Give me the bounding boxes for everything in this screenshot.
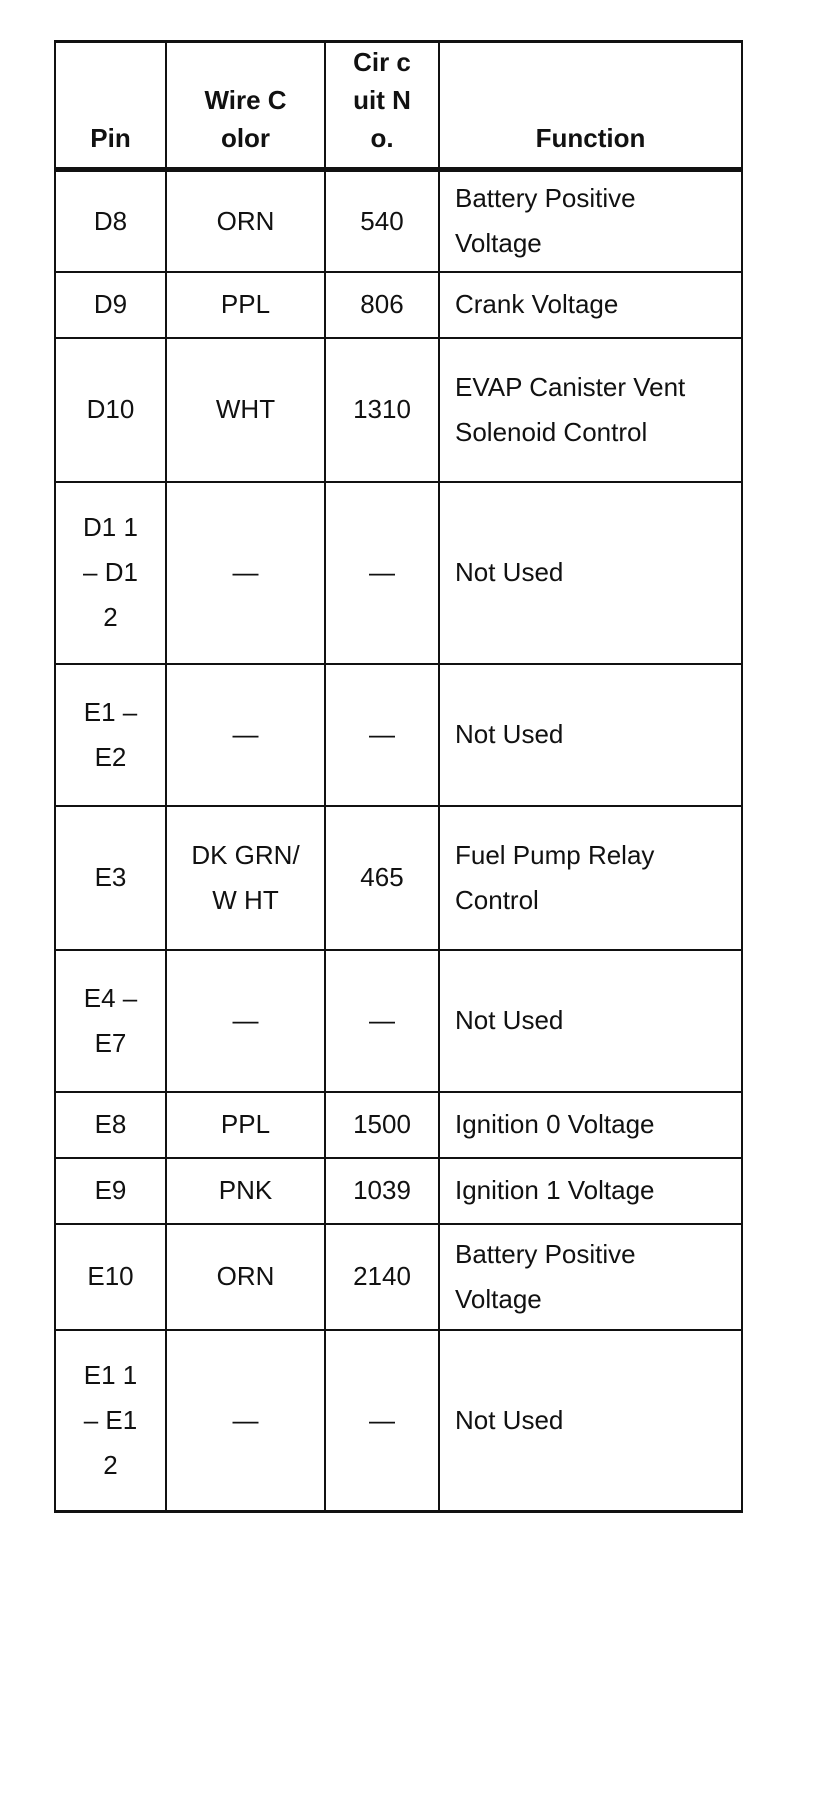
wire-color-cell: WHT (166, 338, 325, 482)
circuit-cell: — (325, 950, 439, 1092)
header-pin: Pin (55, 42, 166, 170)
table-row (55, 170, 742, 272)
function-cell: Not Used (439, 1330, 742, 1512)
table-row (55, 806, 742, 950)
header-circuit-no: Cir cuit No. (325, 42, 439, 170)
table-row (55, 272, 742, 338)
circuit-cell: — (325, 482, 439, 664)
circuit-cell: 806 (325, 272, 439, 338)
pin-cell: E3 (55, 806, 166, 950)
header-row (55, 42, 742, 170)
circuit-cell: 2140 (325, 1224, 439, 1330)
table-header (55, 42, 742, 170)
wire-color-cell: — (166, 1330, 325, 1512)
circuit-cell: — (325, 664, 439, 806)
pin-cell: D10 (55, 338, 166, 482)
table-row (55, 482, 742, 664)
table-body (55, 170, 742, 1512)
function-cell: Battery Positive Voltage (439, 1224, 742, 1330)
pin-cell: E8 (55, 1092, 166, 1158)
table-row (55, 338, 742, 482)
wire-color-cell: — (166, 950, 325, 1092)
circuit-cell: — (325, 1330, 439, 1512)
table-row (55, 1158, 742, 1224)
function-cell: EVAP Canister Vent Solenoid Control (439, 338, 742, 482)
circuit-cell: 540 (325, 170, 439, 272)
pin-cell: D8 (55, 170, 166, 272)
table-row (55, 664, 742, 806)
pin-cell: D1 1– D12 (55, 482, 166, 664)
wire-color-cell: PPL (166, 272, 325, 338)
header-wire-color: Wire Color (166, 42, 325, 170)
wire-color-cell: — (166, 482, 325, 664)
table-row (55, 1092, 742, 1158)
function-cell: Not Used (439, 950, 742, 1092)
pin-cell: E10 (55, 1224, 166, 1330)
wire-color-cell: PPL (166, 1092, 325, 1158)
pin-cell: E1 –E2 (55, 664, 166, 806)
circuit-cell: 1500 (325, 1092, 439, 1158)
wire-color-cell: — (166, 664, 325, 806)
table-row (55, 1224, 742, 1330)
function-cell: Not Used (439, 482, 742, 664)
function-cell: Ignition 1 Voltage (439, 1158, 742, 1224)
function-cell: Battery Positive Voltage (439, 170, 742, 272)
table-row (55, 950, 742, 1092)
circuit-cell: 1039 (325, 1158, 439, 1224)
function-cell: Not Used (439, 664, 742, 806)
wire-color-cell: ORN (166, 170, 325, 272)
function-cell: Crank Voltage (439, 272, 742, 338)
circuit-cell: 1310 (325, 338, 439, 482)
pin-cell: E4 –E7 (55, 950, 166, 1092)
circuit-cell: 465 (325, 806, 439, 950)
header-function: Function (439, 42, 742, 170)
pin-cell: E1 1– E12 (55, 1330, 166, 1512)
pin-cell: E9 (55, 1158, 166, 1224)
pin-cell: D9 (55, 272, 166, 338)
function-cell: Ignition 0 Voltage (439, 1092, 742, 1158)
function-cell: Fuel Pump Relay Control (439, 806, 742, 950)
table-row (55, 1330, 742, 1512)
wire-color-cell: DK GRN/W HT (166, 806, 325, 950)
wire-color-cell: ORN (166, 1224, 325, 1330)
connector-pinout-table (54, 40, 743, 1513)
wire-color-cell: PNK (166, 1158, 325, 1224)
